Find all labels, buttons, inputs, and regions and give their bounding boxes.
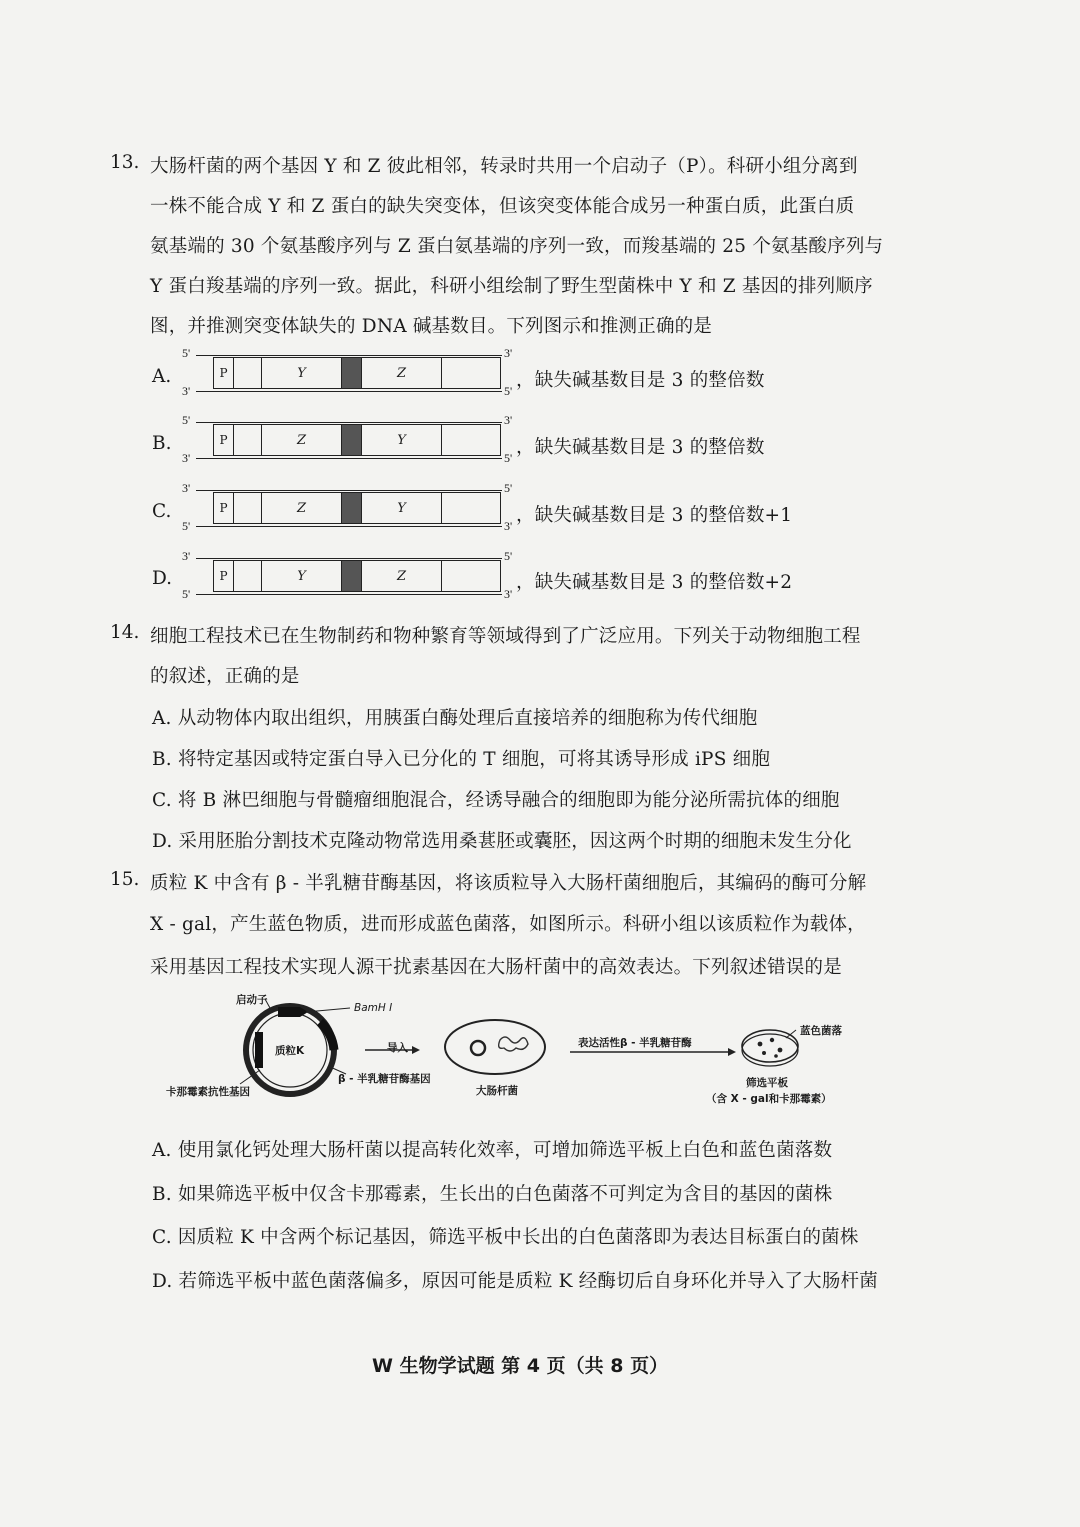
q13-stem-line-2: 一株不能合成 Y 和 Z 蛋白的缺失突变体，但该突变体能合成另一种蛋白质，此蛋白质: [150, 196, 855, 217]
strand-end-bottom-right: 3': [504, 519, 513, 533]
deleted-region-segment: [342, 425, 362, 455]
q14-option-c[interactable]: C. 将 B 淋巴细胞与骨髓瘤细胞混合，经诱导融合的细胞即为能分泌所需抗体的细胞: [152, 790, 840, 811]
promoter-segment: P: [214, 425, 234, 455]
q13-stem-line-3: 氨基端的 30 个氨基酸序列与 Z 蛋白氨基端的序列一致，而羧基端的 25 个氨基酸序列与: [150, 236, 884, 257]
q15-option-c[interactable]: C. 因质粒 K 中含两个标记基因，筛选平板中长出的白色菌落即为表达目标蛋白的菌株: [152, 1227, 859, 1248]
q13-stem-line-5: 图，并推测突变体缺失的 DNA 碱基数目。下列图示和推测正确的是: [150, 316, 713, 337]
q14-stem-line-1: 细胞工程技术已在生物制药和物种繁育等领域得到了广泛应用。下列关于动物细胞工程: [150, 626, 861, 647]
strand-end-bottom-left: 5': [182, 519, 191, 533]
q15-option-d[interactable]: D. 若筛选平板中蓝色菌落偏多，原因可能是质粒 K 经酶切后自身环化并导入了大肠杆菌: [152, 1271, 878, 1292]
strand-end-bottom-left: 3': [182, 384, 191, 398]
spacer-segment: [234, 493, 262, 523]
strand-end-top-right: 5': [504, 481, 513, 495]
plate-label: 筛选平板: [746, 1077, 788, 1089]
strand-end-top-right: 3': [504, 346, 513, 360]
dna-top-strand: [196, 422, 502, 423]
strand-end-bottom-right: 3': [504, 587, 513, 601]
dna-top-strand: [196, 490, 502, 491]
gene-2-segment: Y: [362, 425, 442, 455]
q13-option-letter: C.: [152, 501, 172, 522]
strand-end-top-right: 5': [504, 549, 513, 563]
plasmid-label: 质粒K: [275, 1045, 305, 1057]
strand-end-top-left: 5': [182, 413, 191, 427]
deleted-region-segment: [342, 358, 362, 388]
spacer-segment: [234, 561, 262, 591]
q13-option-letter: A.: [152, 366, 172, 387]
q13-stem-line-1: 大肠杆菌的两个基因 Y 和 Z 彼此相邻，转录时共用一个启动子（P）。科研小组分离到: [150, 156, 858, 177]
import-arrow-icon: [412, 1046, 420, 1054]
q15-stem-line-3: 采用基因工程技术实现人源干扰素基因在大肠杆菌中的高效表达。下列叙述错误的是: [150, 957, 842, 978]
gene-map-box: [213, 560, 501, 592]
page-footer: W 生物学试题 第 4 页（共 8 页）: [372, 1355, 669, 1377]
gene-1-segment: Y: [262, 561, 342, 591]
q15-stem-line-2: X - gal，产生蓝色物质，进而形成蓝色菌落，如图所示。科研小组以该质粒作为载体，: [150, 914, 866, 935]
bamhi-label: BamH I: [354, 1002, 393, 1014]
deleted-region-segment: [342, 561, 362, 591]
q15-stem-line-1: 质粒 K 中含有 β - 半乳糖苷酶基因，将该质粒导入大肠杆菌细胞后，其编码的酶可分解: [150, 873, 867, 894]
q15-option-b[interactable]: B. 如果筛选平板中仅含卡那霉素，生长出的白色菌落不可判定为含目的基因的菌株: [152, 1184, 833, 1205]
dna-bottom-strand: [196, 594, 502, 595]
q14-option-d[interactable]: D. 采用胚胎分割技术克隆动物常选用桑葚胚或囊胚，因这两个时期的细胞未发生分化: [152, 831, 852, 852]
gene-2-segment: Z: [362, 561, 442, 591]
strand-end-bottom-left: 5': [182, 587, 191, 601]
gene-map-box: [213, 424, 501, 456]
gene-map-box: [213, 357, 501, 389]
dna-top-strand: [196, 355, 502, 356]
blue-colony-label: 蓝色菌落: [800, 1025, 842, 1037]
promoter-segment: P: [214, 561, 234, 591]
import-label: 导入: [387, 1042, 408, 1054]
gene-2-segment: Y: [362, 493, 442, 523]
express-label: 表达活性β - 半乳糖苷酶: [578, 1037, 692, 1049]
deleted-region-segment: [342, 493, 362, 523]
ecoli-cell-icon: [445, 1020, 545, 1074]
strand-end-bottom-right: 5': [504, 451, 513, 465]
q14-number: 14.: [110, 622, 140, 643]
promoter-label: 启动子: [236, 994, 268, 1006]
spacer-segment: [234, 425, 262, 455]
gene-2-segment: Z: [362, 358, 442, 388]
ecoli-label: 大肠杆菌: [476, 1085, 518, 1097]
q14-option-b[interactable]: B. 将特定基因或特定蛋白导入已分化的 T 细胞，可将其诱导形成 iPS 细胞: [152, 749, 771, 770]
q15-option-a[interactable]: A. 使用氯化钙处理大肠杆菌以提高转化效率，可增加筛选平板上白色和蓝色菌落数: [152, 1140, 833, 1161]
q13-option-text: ，缺失碱基数目是 3 的整倍数+1: [516, 505, 793, 526]
q13-option-text: ，缺失碱基数目是 3 的整倍数+2: [516, 572, 793, 593]
strand-end-top-left: 3': [182, 549, 191, 563]
gene-map-box: [213, 492, 501, 524]
dna-bottom-strand: [196, 391, 502, 392]
plate-note-label: （含 X - gal和卡那霉素）: [706, 1093, 832, 1105]
q13-option-letter: B.: [152, 433, 172, 454]
q15-number: 15.: [110, 869, 140, 890]
strand-end-top-left: 3': [182, 481, 191, 495]
kanamycin-gene-label: 卡那霉素抗性基因: [166, 1086, 250, 1098]
express-arrow-icon: [728, 1048, 736, 1056]
strand-end-top-left: 5': [182, 346, 191, 360]
strand-end-bottom-right: 5': [504, 384, 513, 398]
q14-stem-line-2: 的叙述，正确的是: [150, 666, 300, 687]
gene-1-segment: Z: [262, 425, 342, 455]
dna-bottom-strand: [196, 458, 502, 459]
promoter-segment: P: [214, 358, 234, 388]
spacer-segment: [234, 358, 262, 388]
bgal-gene-label: β - 半乳糖苷酶基因: [338, 1073, 431, 1085]
gene-1-segment: Z: [262, 493, 342, 523]
q13-number: 13.: [110, 152, 140, 173]
gene-1-segment: Y: [262, 358, 342, 388]
q14-option-a[interactable]: A. 从动物体内取出组织，用胰蛋白酶处理后直接培养的细胞称为传代细胞: [152, 708, 758, 729]
q13-option-text: ，缺失碱基数目是 3 的整倍数: [516, 437, 765, 458]
dna-top-strand: [196, 558, 502, 559]
q13-option-letter: D.: [152, 568, 173, 589]
strand-end-top-right: 3': [504, 413, 513, 427]
dna-bottom-strand: [196, 526, 502, 527]
q13-stem-line-4: Y 蛋白羧基端的序列一致。据此，科研小组绘制了野生型菌株中 Y 和 Z 基因的排列顺序: [150, 276, 873, 297]
kanamycin-gene-block-icon: [255, 1032, 263, 1068]
q13-option-text: ，缺失碱基数目是 3 的整倍数: [516, 370, 765, 391]
strand-end-bottom-left: 3': [182, 451, 191, 465]
promoter-segment: P: [214, 493, 234, 523]
